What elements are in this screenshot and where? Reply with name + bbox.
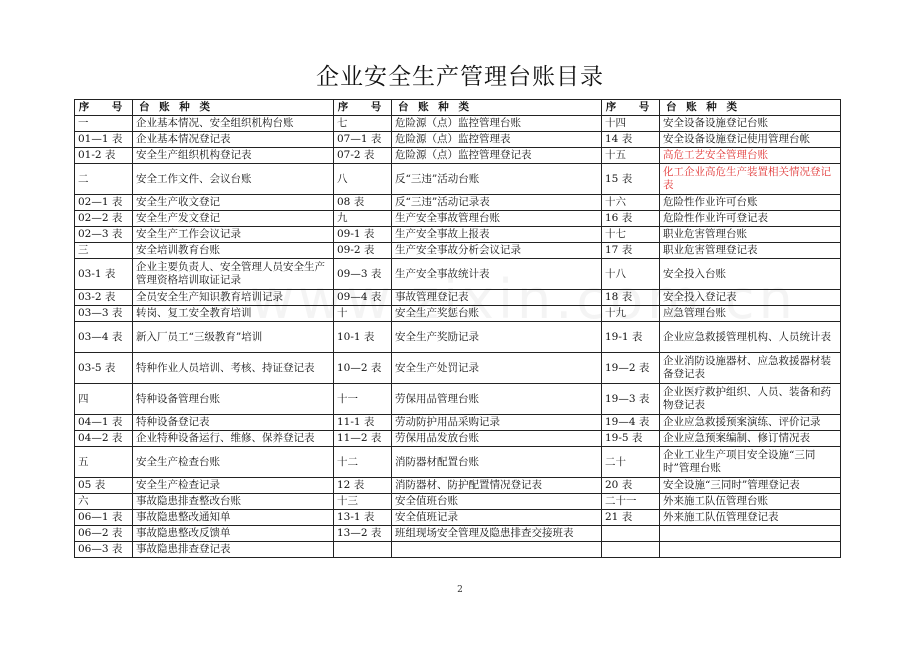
seq-cell: 二: [75, 164, 133, 195]
ledger-type-cell: 企业应急救援预案演练、评价记录: [660, 415, 841, 431]
ledger-type-cell: 高危工艺安全管理台账: [660, 148, 841, 164]
seq-cell: 十七: [602, 227, 660, 243]
col-header-type-2: 台 账 种 类: [392, 100, 602, 116]
table-row: [75, 494, 841, 510]
seq-cell: 06—2 表: [75, 526, 133, 542]
col-header-seq-3: 序 号: [602, 100, 660, 116]
seq-cell: 十四: [602, 116, 660, 132]
table-row: [75, 259, 841, 290]
seq-cell: 11—2 表: [334, 431, 392, 447]
seq-cell: [602, 542, 660, 558]
seq-cell: 17 表: [602, 243, 660, 259]
seq-cell: 一: [75, 116, 133, 132]
seq-cell: 03—4 表: [75, 322, 133, 353]
seq-cell: 01-2 表: [75, 148, 133, 164]
seq-cell: 15 表: [602, 164, 660, 195]
ledger-type-cell: 生产安全事故分析会议记录: [392, 243, 602, 259]
ledger-type-cell: 安全生产发文登记: [133, 211, 334, 227]
table-row: [75, 116, 841, 132]
ledger-type-cell: 安全培训教育台账: [133, 243, 334, 259]
seq-cell: 10—2 表: [334, 353, 392, 384]
ledger-type-cell: 事故隐患整改反馈单: [133, 526, 334, 542]
table-row: [75, 243, 841, 259]
seq-cell: 02—3 表: [75, 227, 133, 243]
seq-cell: 十: [334, 306, 392, 322]
seq-cell: 19—4 表: [602, 415, 660, 431]
table-row: [75, 353, 841, 384]
ledger-type-cell: 安全投入登记表: [660, 290, 841, 306]
seq-cell: 07—1 表: [334, 132, 392, 148]
seq-cell: 二十一: [602, 494, 660, 510]
seq-cell: 19—3 表: [602, 384, 660, 415]
seq-cell: 13—2 表: [334, 526, 392, 542]
seq-cell: [602, 526, 660, 542]
seq-cell: 02—1 表: [75, 195, 133, 211]
seq-cell: 19—2 表: [602, 353, 660, 384]
seq-cell: 九: [334, 211, 392, 227]
ledger-type-cell: 事故隐患排查登记表: [133, 542, 334, 558]
ledger-type-cell: [660, 542, 841, 558]
ledger-type-cell: 事故隐患整改通知单: [133, 510, 334, 526]
seq-cell: 十一: [334, 384, 392, 415]
page-title: 企业安全生产管理台账目录: [316, 64, 604, 90]
seq-cell: 20 表: [602, 478, 660, 494]
ledger-type-cell: 安全生产奖惩台账: [392, 306, 602, 322]
seq-cell: 十三: [334, 494, 392, 510]
ledger-type-cell: 特种设备管理台账: [133, 384, 334, 415]
ledger-type-cell: 应急管理台账: [660, 306, 841, 322]
table-row: [75, 478, 841, 494]
ledger-type-cell: 危险源（点）监控管理登记表: [392, 148, 602, 164]
ledger-type-cell: [660, 526, 841, 542]
table-row: [75, 526, 841, 542]
ledger-type-cell: 安全投入台账: [660, 259, 841, 290]
seq-cell: 06—3 表: [75, 542, 133, 558]
seq-cell: 09-1 表: [334, 227, 392, 243]
ledger-type-cell: 安全生产收文登记: [133, 195, 334, 211]
ledger-type-cell: 安全生产组织机构登记表: [133, 148, 334, 164]
ledger-type-cell: 反“三违”活动记录表: [392, 195, 602, 211]
ledger-type-cell: 危险源（点）监控管理表: [392, 132, 602, 148]
ledger-type-cell: 企业应急救援管理机构、人员统计表: [660, 322, 841, 353]
table-row: [75, 431, 841, 447]
seq-cell: 04—1 表: [75, 415, 133, 431]
ledger-type-cell: 班组现场安全管理及隐患排查交接班表: [392, 526, 602, 542]
table-row: [75, 447, 841, 478]
ledger-type-cell: 消防器材配置台账: [392, 447, 602, 478]
table-row: [75, 415, 841, 431]
seq-cell: 三: [75, 243, 133, 259]
seq-cell: 06—1 表: [75, 510, 133, 526]
seq-cell: 01—1 表: [75, 132, 133, 148]
ledger-type-cell: 劳保用品发放台账: [392, 431, 602, 447]
seq-cell: 03-1 表: [75, 259, 133, 290]
ledger-table: [74, 99, 841, 558]
seq-cell: 11-1 表: [334, 415, 392, 431]
ledger-type-cell: 危险性作业许可登记表: [660, 211, 841, 227]
seq-cell: 05 表: [75, 478, 133, 494]
table-row: [75, 542, 841, 558]
table-row: [75, 306, 841, 322]
seq-cell: 21 表: [602, 510, 660, 526]
table-row: [75, 384, 841, 415]
page-number: 2: [457, 585, 463, 595]
ledger-type-cell: 安全生产检查台账: [133, 447, 334, 478]
seq-cell: 四: [75, 384, 133, 415]
seq-cell: [334, 542, 392, 558]
table-row: [75, 510, 841, 526]
ledger-type-cell: 反“三违”活动台账: [392, 164, 602, 195]
ledger-type-cell: 转岗、复工安全教育培训: [133, 306, 334, 322]
seq-cell: 03-5 表: [75, 353, 133, 384]
seq-cell: 十六: [602, 195, 660, 211]
seq-cell: 04—2 表: [75, 431, 133, 447]
table-row: [75, 164, 841, 195]
seq-cell: 12 表: [334, 478, 392, 494]
seq-cell: 09—4 表: [334, 290, 392, 306]
ledger-type-cell: 化工企业高危生产装置相关情况登记表: [660, 164, 841, 195]
ledger-type-cell: 安全生产工作会议记录: [133, 227, 334, 243]
seq-cell: 03-2 表: [75, 290, 133, 306]
ledger-type-cell: 职业危害管理台账: [660, 227, 841, 243]
seq-cell: 19-1 表: [602, 322, 660, 353]
seq-cell: 18 表: [602, 290, 660, 306]
ledger-type-cell: 生产安全事故统计表: [392, 259, 602, 290]
ledger-type-cell: 安全设备设施登记使用管理台帐: [660, 132, 841, 148]
ledger-type-cell: 安全值班记录: [392, 510, 602, 526]
seq-cell: 二十: [602, 447, 660, 478]
ledger-type-cell: 危险性作业许可台账: [660, 195, 841, 211]
table-row: [75, 227, 841, 243]
seq-cell: 十五: [602, 148, 660, 164]
ledger-type-cell: 特种作业人员培训、考核、持证登记表: [133, 353, 334, 384]
ledger-type-cell: 企业工业生产项目安全设施“三同时”管理台账: [660, 447, 841, 478]
ledger-type-cell: 安全生产奖励记录: [392, 322, 602, 353]
seq-cell: 08 表: [334, 195, 392, 211]
ledger-type-cell: 职业危害管理登记表: [660, 243, 841, 259]
seq-cell: 02—2 表: [75, 211, 133, 227]
ledger-type-cell: 危险源（点）监控管理台账: [392, 116, 602, 132]
ledger-type-cell: 安全生产检查记录: [133, 478, 334, 494]
ledger-type-cell: 企业应急预案编制、修订情况表: [660, 431, 841, 447]
ledger-type-cell: 企业基本情况登记表: [133, 132, 334, 148]
col-header-type-1: 台 账 种 类: [133, 100, 334, 116]
seq-cell: 14 表: [602, 132, 660, 148]
ledger-type-cell: 企业消防设施器材、应急救援器材装备登记表: [660, 353, 841, 384]
seq-cell: 五: [75, 447, 133, 478]
ledger-type-cell: 企业医疗救护组织、人员、装备和药物登记表: [660, 384, 841, 415]
ledger-type-cell: 事故隐患排查整改台账: [133, 494, 334, 510]
ledger-type-cell: 企业特种设备运行、维修、保养登记表: [133, 431, 334, 447]
seq-cell: 十九: [602, 306, 660, 322]
seq-cell: 07-2 表: [334, 148, 392, 164]
seq-cell: 10-1 表: [334, 322, 392, 353]
ledger-type-cell: 消防器材、防护配置情况登记表: [392, 478, 602, 494]
ledger-type-cell: 企业基本情况、安全组织机构台账: [133, 116, 334, 132]
ledger-type-cell: 劳保用品管理台账: [392, 384, 602, 415]
ledger-type-cell: 安全生产处罚记录: [392, 353, 602, 384]
seq-cell: 03—3 表: [75, 306, 133, 322]
ledger-type-cell: 生产安全事故管理台账: [392, 211, 602, 227]
seq-cell: 十二: [334, 447, 392, 478]
table-row: [75, 148, 841, 164]
table-row: [75, 322, 841, 353]
table-row: [75, 132, 841, 148]
table-row: [75, 195, 841, 211]
ledger-type-cell: 企业主要负责人、安全管理人员安全生产管理资格培训取证记录: [133, 259, 334, 290]
ledger-type-cell: 生产安全事故上报表: [392, 227, 602, 243]
ledger-type-cell: 安全设施“三同时”管理登记表: [660, 478, 841, 494]
ledger-type-cell: 全员安全生产知识教育培训记录: [133, 290, 334, 306]
col-header-seq-1: 序 号: [75, 100, 133, 116]
table-header-row: [75, 100, 841, 116]
seq-cell: 七: [334, 116, 392, 132]
seq-cell: 19-5 表: [602, 431, 660, 447]
ledger-type-cell: 新入厂员工“三级教育”培训: [133, 322, 334, 353]
seq-cell: 09-2 表: [334, 243, 392, 259]
ledger-type-cell: 外来施工队伍管理登记表: [660, 510, 841, 526]
ledger-type-cell: 劳动防护用品采购记录: [392, 415, 602, 431]
ledger-type-cell: [392, 542, 602, 558]
ledger-type-cell: 安全设备设施登记台账: [660, 116, 841, 132]
seq-cell: 六: [75, 494, 133, 510]
ledger-type-cell: 外来施工队伍管理台账: [660, 494, 841, 510]
seq-cell: 09—3 表: [334, 259, 392, 290]
ledger-type-cell: 事故管理登记表: [392, 290, 602, 306]
ledger-type-cell: 安全工作文件、会议台账: [133, 164, 334, 195]
ledger-type-cell: 特种设备登记表: [133, 415, 334, 431]
table-row: [75, 211, 841, 227]
seq-cell: 十八: [602, 259, 660, 290]
col-header-type-3: 台 账 种 类: [660, 100, 841, 116]
seq-cell: 13-1 表: [334, 510, 392, 526]
ledger-type-cell: 安全值班台账: [392, 494, 602, 510]
table-row: [75, 290, 841, 306]
col-header-seq-2: 序 号: [334, 100, 392, 116]
seq-cell: 八: [334, 164, 392, 195]
seq-cell: 16 表: [602, 211, 660, 227]
